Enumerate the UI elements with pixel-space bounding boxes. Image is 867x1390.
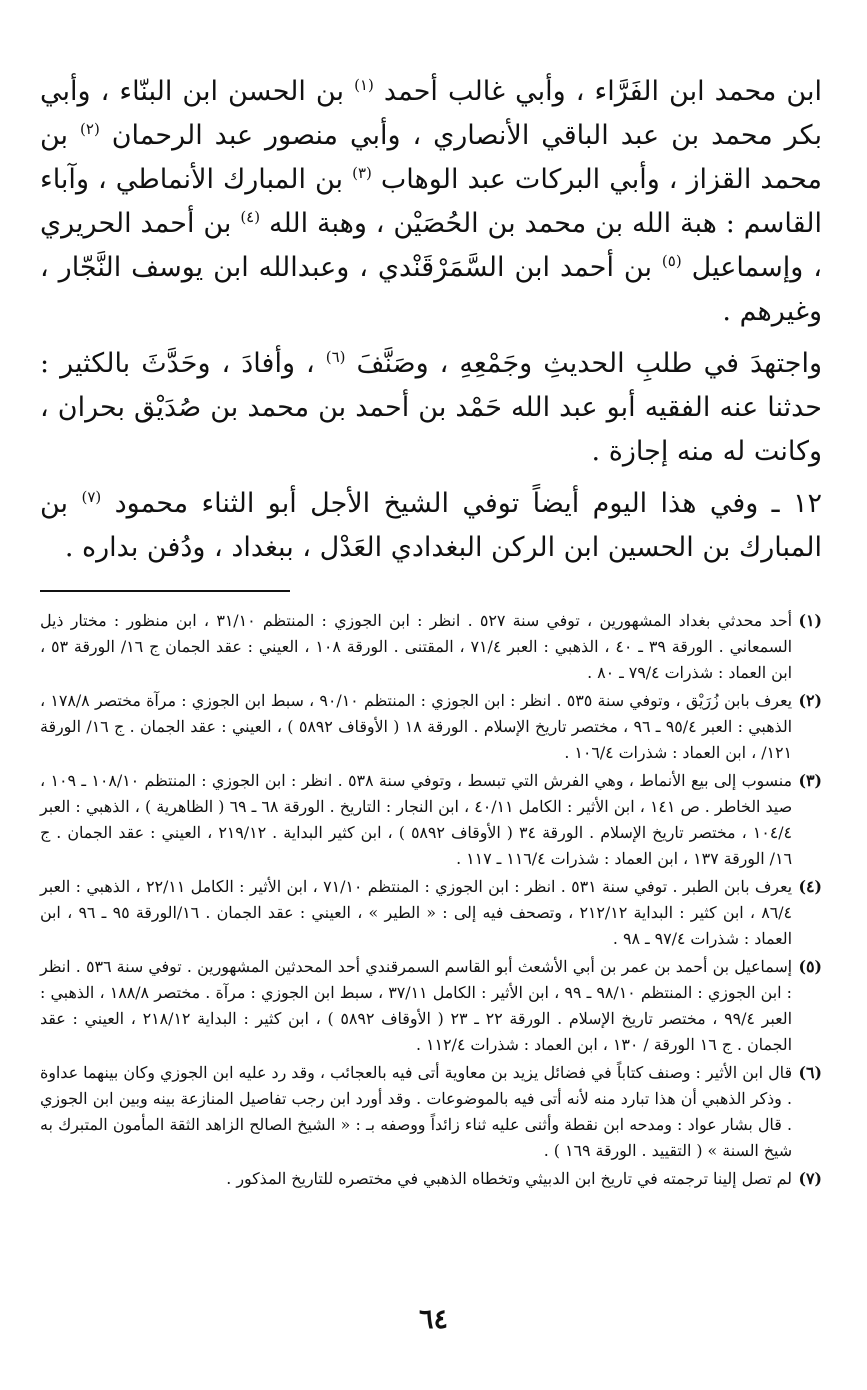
footnote [40, 688, 822, 766]
footnotes [40, 608, 822, 1192]
footnote-reference: (٥) [661, 252, 682, 270]
footnote-reference: (٢) [80, 120, 100, 138]
footnote-number: (٤) [798, 877, 822, 896]
footnote-text: منسوب إلى بيع الأنماط ، وهي الفرش التي تبسط ، وتوفي سنة ٥٣٨ . انظر : ابن الجوزي : المنتظم ١٠٨/١٠ ـ ١٠٩ ، صيد الخاطر . ص ١٤١ ، ابن الأثير : الكامل ٤٠/١١ ، ابن النجار : التاريخ . الورقة ٦٨ ـ ٦٩ ( الظاهرية ) ، الذهبي : العبر ١٠٤/٤ ، مختصر تاريخ الإسلام . الورقة ٣٤ ( الأوقاف ٥٨٩٢ ) ، ابن كثير البداية . ٢١٩/١٢ ، العيني : عقد الجمان . ج ١٦/ الورقة ١٣٧ ، ابن العماد : شذرات ١١٦/٤ ـ ١١٧ . [40, 771, 793, 868]
footnote-reference: (١) [354, 76, 374, 94]
footnote [40, 608, 822, 686]
footnote-separator-wrap [40, 570, 822, 608]
footnote-text: يعرف بابن الطبر . توفي سنة ٥٣١ . انظر : ابن الجوزي : المنتظم ٧١/١٠ ، ابن الأثير : الكامل ٢٢/١١ ، الذهبي : العبر ٨٦/٤ ، ابن كثير : البداية ٢١٢/١٢ ، وتصحف فيه إلى : « الطير » ، العيني : عقد الجمان . ١٦/الورقة ٩٥ ـ ٩٦ ، ابن العماد : شذرات ٩٧/٤ ـ ٩٨ . [40, 877, 793, 948]
main-paragraph [40, 70, 822, 334]
footnote-number: (٥) [798, 957, 822, 976]
footnote [40, 1060, 822, 1164]
main-text [40, 70, 822, 570]
footnote-number: (٧) [798, 1169, 822, 1188]
footnote-number: (٢) [798, 691, 822, 710]
main-text-segment: واجتهدَ في طلبِ الحديثِ وجَمْعِهِ ، وصَنَّفَ [345, 348, 822, 379]
main-text-segment: ابن محمد ابن الفَرَّاء ، وأبي غالب أحمد [373, 76, 822, 107]
main-text-segment: بن المبارك الأنماطي ، وآباء القاسم : هبة الله بن محمد بن الحُصَيْن ، وهبة الله [40, 164, 822, 239]
footnote [40, 1166, 822, 1192]
main-text-segment: بن أحمد ابن السَّمَرْقَنْدي ، وعبدالله ابن يوسف النَّجّار ، وغيرهم . [40, 252, 822, 327]
footnote-text: إسماعيل بن أحمد بن عمر بن أبي الأشعث أبو القاسم السمرقندي أحد المحدثين المشهورين . توفي سنة ٥٣٦ . انظر : ابن الجوزي : المنتظم ٩٨/١٠ ـ ٩٩ ، ابن الأثير : الكامل ٣٧/١١ ، سبط ابن الجوزي : مرآة . مختصر ١٨٨/٨ ، الذهبي : العبر ٩٩/٤ ، مختصر تاريخ الإسلام . الورقة ٢٢ ـ ٢٣ ( الأوقاف ٥٨٩٢ ) ، ابن كثير : البداية ٢١٨/١٢ ، العيني : عقد الجمان . ج ١٦ الورقة / ١٣٠ ، ابن العماد : شذرات ١١٢/٤ . [40, 957, 793, 1054]
footnote-text: يعرف بابن زُرَيْق ، وتوفي سنة ٥٣٥ . انظر : ابن الجوزي : المنتظم ٩٠/١٠ ، سبط ابن الجوزي : مرآة مختصر ١٧٨/٨ ، الذهبي : العبر ٩٥/٤ ـ ٩٦ ، مختصر تاريخ الإسلام . الورقة ١٨ ( الأوقاف ٥٨٩٢ ) ، العيني : عقد الجمان . ج ١٦/ الورقة ١٢١/ ، ابن العماد : شذرات ١٠٦/٤ . [40, 691, 793, 762]
footnote-number: (١) [798, 611, 822, 630]
footnote [40, 954, 822, 1058]
main-text-segment: ١٢ ـ وفي هذا اليوم أيضاً توفي الشيخ الأجل أبو الثناء محمود [101, 488, 822, 519]
footnote [40, 768, 822, 872]
footnote-text: أحد محدثي بغداد المشهورين ، توفي سنة ٥٢٧ . انظر : ابن الجوزي : المنتظم ٣١/١٠ ، ابن منظور : مختار ذيل السمعاني . الورقة ٣٩ ـ ٤٠ ، الذهبي : العبر ٧١/٤ ، المقتنى . الورقة ١٠٨ ، العيني : عقد الجمان ج ١٦/ الورقة ٥٣ ، ابن العماد : شذرات ٧٩/٤ ـ ٨٠ . [40, 611, 793, 682]
page-number: ٦٤ [418, 1304, 448, 1335]
main-text-segment: ، وأفادَ ، وحَدَّثَ بالكثير : حدثنا عنه الفقيه أبو عبد الله حَمْد بن أحمد بن محمد بن صُدَيْق بحران ، وكانت له منه إجازة . [40, 348, 822, 467]
footnote-reference: (٤) [240, 208, 261, 226]
main-paragraph [40, 482, 822, 570]
footnote-reference: (٣) [352, 164, 372, 182]
footnote-reference: (٦) [325, 348, 346, 366]
main-text-segment: بن محمد القزاز ، وأبي البركات عبد الوهاب [40, 120, 823, 195]
footnote-reference: (٧) [81, 488, 102, 506]
footnote [40, 874, 822, 952]
footnote-number: (٣) [798, 771, 822, 790]
footnote-text: لم تصل إلينا ترجمته في تاريخ ابن الدبيثي وتخطاه الذهبي في مختصره للتاريخ المذكور . [226, 1169, 792, 1188]
main-paragraph [40, 342, 822, 474]
footnote-text: قال ابن الأثير : وصنف كتاباً في فضائل يزيد بن معاوية أتى فيه بالعجائب ، وقد رد عليه ابن الجوزي وكان بينهما عداوة . وذكر الذهبي أن هذا تبارد منه لأنه أتى فيه بالموضوعات . وقد أورد ابن رجب تفاصيل المنازعة بينه وبين ابن الجوزي . قال بشار عواد : ومدحه ابن نقطة وأثنى عليه ثناء زائداً ووصفه بـ : « الشيخ الصالح الزاهد الثقة المأمون المتبرك به شيخ السنة » ( التقييد . الورقة ١٦٩ ) . [40, 1063, 792, 1160]
main-text-segment: بن المبارك بن الحسين ابن الركن البغدادي العَدْل ، ببغداد ، ودُفن بداره . [40, 488, 822, 563]
footnote-separator [40, 590, 290, 592]
footnote-number: (٦) [798, 1063, 822, 1082]
main-text-segment: بن الحسن ابن البنّاء ، وأبي بكر محمد بن عبد الباقي الأنصاري ، وأبي منصور عبد الرحمان [40, 76, 822, 151]
main-text-segment: بن أحمد الحريري ، وإسماعيل [40, 208, 822, 283]
page-body [40, 70, 822, 1194]
